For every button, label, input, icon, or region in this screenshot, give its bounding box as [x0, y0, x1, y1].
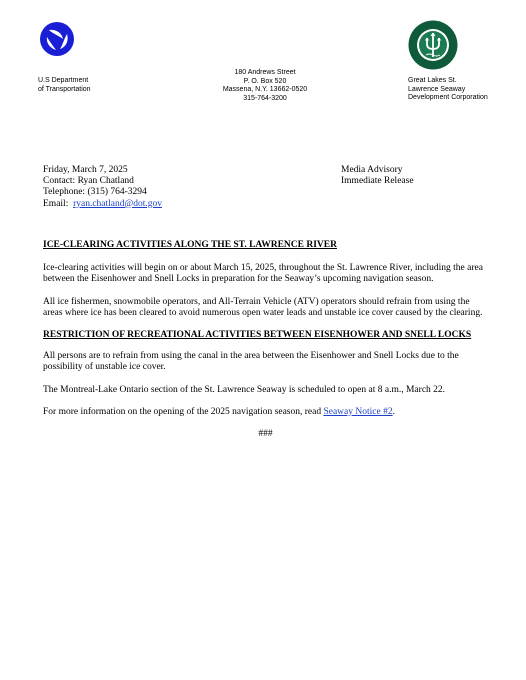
paragraph-more-info: [43, 407, 488, 418]
address-line3: Massena, N.Y. 13662-0520: [222, 86, 308, 93]
paragraph-ice-clearing: Ice-clearing activities will begin on or about March 15, 2025, throughout the St. Lawrence River, including the area between the Eisenhower and Snell Locks in preparation for the Seaway’s upcoming navigation season.: [43, 263, 483, 285]
advisory-block: [341, 165, 491, 187]
dot-logo: [40, 22, 74, 56]
seaway-name-line1: Great Lakes St.: [408, 77, 457, 84]
paragraph-opening: The Montreal-Lake Ontario section of the St. Lawrence Seaway is scheduled to open at 8 a.m., March 22.: [43, 384, 446, 395]
dot-name: [38, 77, 158, 94]
contact-block: [43, 165, 293, 210]
section-heading-ice-clearing: ICE-CLEARING ACTIVITIES ALONG THE ST. LAWRENCE RIVER: [43, 240, 337, 250]
paragraph-ice-safety: All ice fishermen, snowmobile operators, and All-Terrain Vehicle (ATV) operators should refrain from using the areas where ice has been cleared to avoid numerous open water leads and unstable ice cover caused by the clearing.: [43, 296, 483, 318]
end-mark: ###: [258, 429, 273, 440]
seaway-name-line2: Lawrence Seaway: [408, 85, 466, 93]
more-info-period: .: [392, 406, 395, 417]
office-address: [200, 69, 330, 103]
seaway-name-line3: Development Corporation: [408, 94, 488, 101]
contact-name: Contact: Ryan Chatland: [43, 176, 134, 187]
contact-email-row: [43, 199, 293, 210]
email-link[interactable]: ryan.chatland@dot.gov: [73, 198, 163, 209]
more-info-text: For more information on the opening of the 2025 navigation season, read: [43, 406, 324, 417]
contact-telephone: Telephone: (315) 764-3294: [43, 187, 147, 198]
address-phone: 315-764-3200: [243, 94, 287, 102]
advisory-body: [43, 240, 488, 451]
seaway-name: [408, 77, 518, 103]
paragraph-restriction: All persons are to refrain from using the canal in the area between the Eisenhower and Snell Locks due to the possibility of unstable ice cover.: [43, 351, 459, 373]
section-heading-restriction: RESTRICTION OF RECREATIONAL ACTIVITIES BETWEEN EISENHOWER AND SNELL LOCKS: [43, 330, 472, 341]
address-line2: P. O. Box 520: [243, 77, 287, 85]
seaway-notice-link[interactable]: Seaway Notice #2: [323, 406, 393, 417]
address-line1: 180 Andrews Street: [234, 69, 296, 76]
release-date: Friday, March 7, 2025: [43, 165, 128, 175]
dot-name-line2: of Transportation: [38, 85, 91, 93]
email-label: Email:: [43, 198, 69, 209]
seaway-logo: [408, 20, 458, 70]
release-status: Immediate Release: [341, 176, 414, 187]
advisory-type: Media Advisory: [341, 165, 403, 175]
dot-name-line1: U.S Department: [38, 77, 89, 84]
